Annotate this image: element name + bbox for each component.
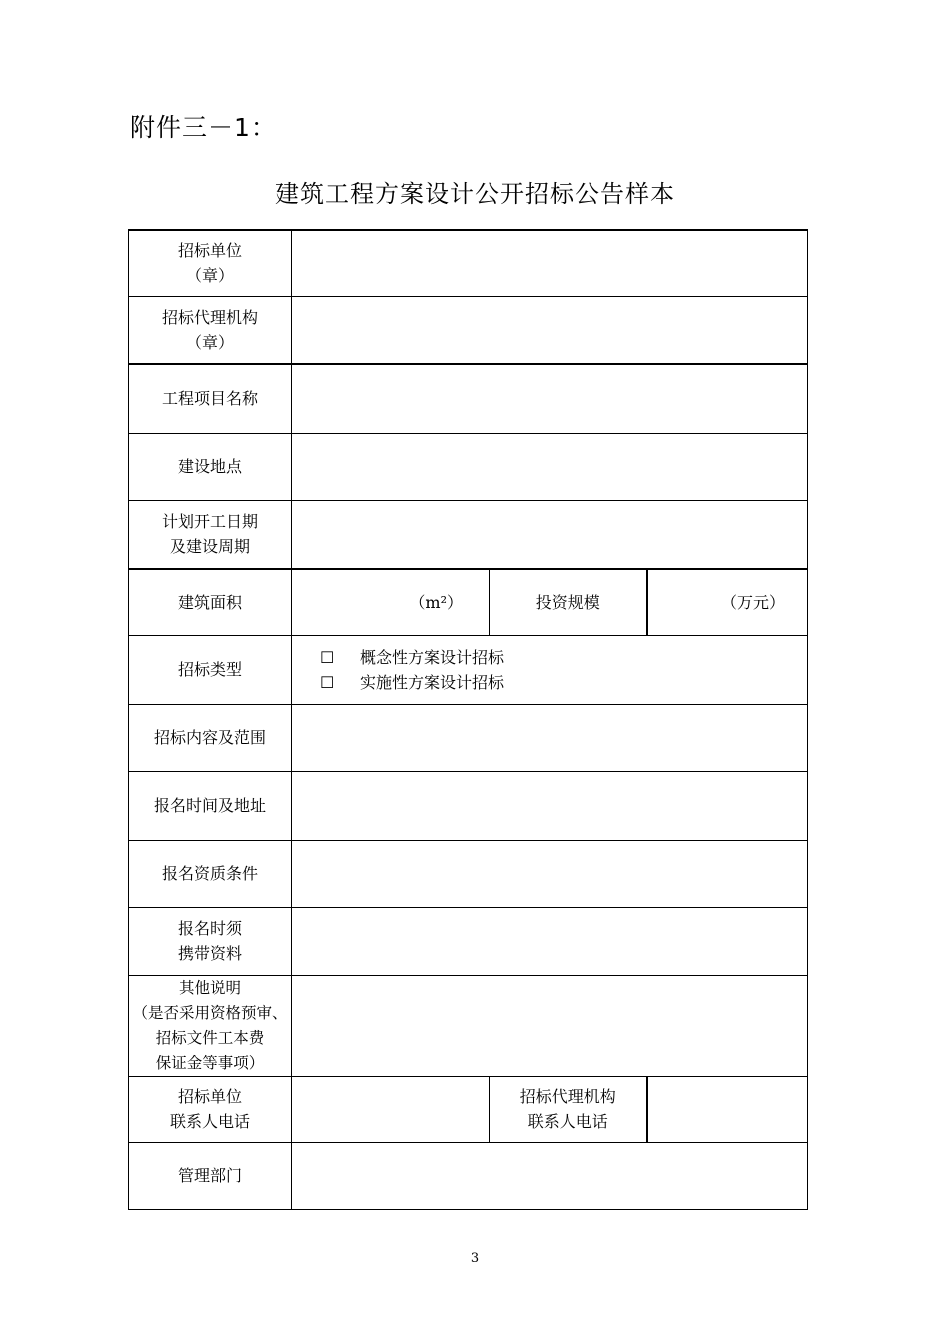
schedule-label: 计划开工日期 及建设周期 [129, 500, 292, 569]
row-project-name [129, 364, 808, 433]
tenderer-label: 招标单位 （章） [129, 230, 292, 296]
row-other-notes [129, 975, 808, 1076]
scope-label: 招标内容及范围 [129, 704, 292, 771]
row-contacts [129, 1076, 808, 1142]
tender-type-label: 招标类型 [129, 635, 292, 704]
tenderer-contact-field[interactable] [292, 1076, 490, 1142]
qualification-label: 报名资质条件 [129, 840, 292, 907]
area-label: 建筑面积 [129, 569, 292, 635]
checkbox-conceptual[interactable]: ☐ [320, 647, 335, 667]
row-area-investment [129, 569, 808, 635]
row-schedule [129, 500, 808, 569]
row-tenderer [129, 230, 808, 296]
project-name-label: 工程项目名称 [129, 364, 292, 433]
qualification-field[interactable] [292, 840, 808, 907]
option-implementation[interactable] [292, 670, 807, 695]
row-tender-type [129, 635, 808, 704]
row-scope [129, 704, 808, 771]
schedule-field[interactable] [292, 500, 808, 569]
investment-label: 投资规模 [490, 569, 647, 635]
agency-contact-label: 招标代理机构 联系人电话 [490, 1076, 647, 1142]
option-conceptual-label: 概念性方案设计招标 [360, 647, 505, 667]
tender-notice-form [128, 229, 808, 1210]
tenderer-field[interactable] [292, 230, 808, 296]
investment-unit: （万元） [721, 592, 786, 612]
registration-field[interactable] [292, 771, 808, 840]
area-unit: （m²） [409, 592, 463, 612]
page-number: 3 [470, 1251, 480, 1266]
tender-type-options [292, 635, 808, 704]
project-name-field[interactable] [292, 364, 808, 433]
area-field[interactable] [292, 569, 490, 635]
option-implementation-label: 实施性方案设计招标 [360, 672, 505, 692]
row-registration [129, 771, 808, 840]
agency-field[interactable] [292, 296, 808, 364]
agency-label: 招标代理机构 （章） [129, 296, 292, 364]
registration-label: 报名时间及地址 [129, 771, 292, 840]
other-notes-field[interactable] [292, 975, 808, 1076]
row-location [129, 433, 808, 500]
investment-field[interactable] [647, 569, 808, 635]
location-field[interactable] [292, 433, 808, 500]
agency-contact-field[interactable] [647, 1076, 808, 1142]
row-qualification [129, 840, 808, 907]
row-management [129, 1142, 808, 1209]
management-dept-field[interactable] [292, 1142, 808, 1209]
row-agency [129, 296, 808, 364]
attachment-label: 附件三－1： [130, 113, 277, 142]
location-label: 建设地点 [129, 433, 292, 500]
option-conceptual[interactable] [292, 645, 807, 670]
document-title: 建筑工程方案设计公开招标公告样本 [275, 180, 675, 208]
materials-field[interactable] [292, 907, 808, 975]
materials-label: 报名时须 携带资料 [129, 907, 292, 975]
tenderer-contact-label: 招标单位 联系人电话 [129, 1076, 292, 1142]
checkbox-implementation[interactable]: ☐ [320, 672, 335, 692]
management-dept-label: 管理部门 [129, 1142, 292, 1209]
row-materials [129, 907, 808, 975]
scope-field[interactable] [292, 704, 808, 771]
other-notes-label: 其他说明 （是否采用资格预审、 招标文件工本费 保证金等事项） [129, 975, 292, 1076]
